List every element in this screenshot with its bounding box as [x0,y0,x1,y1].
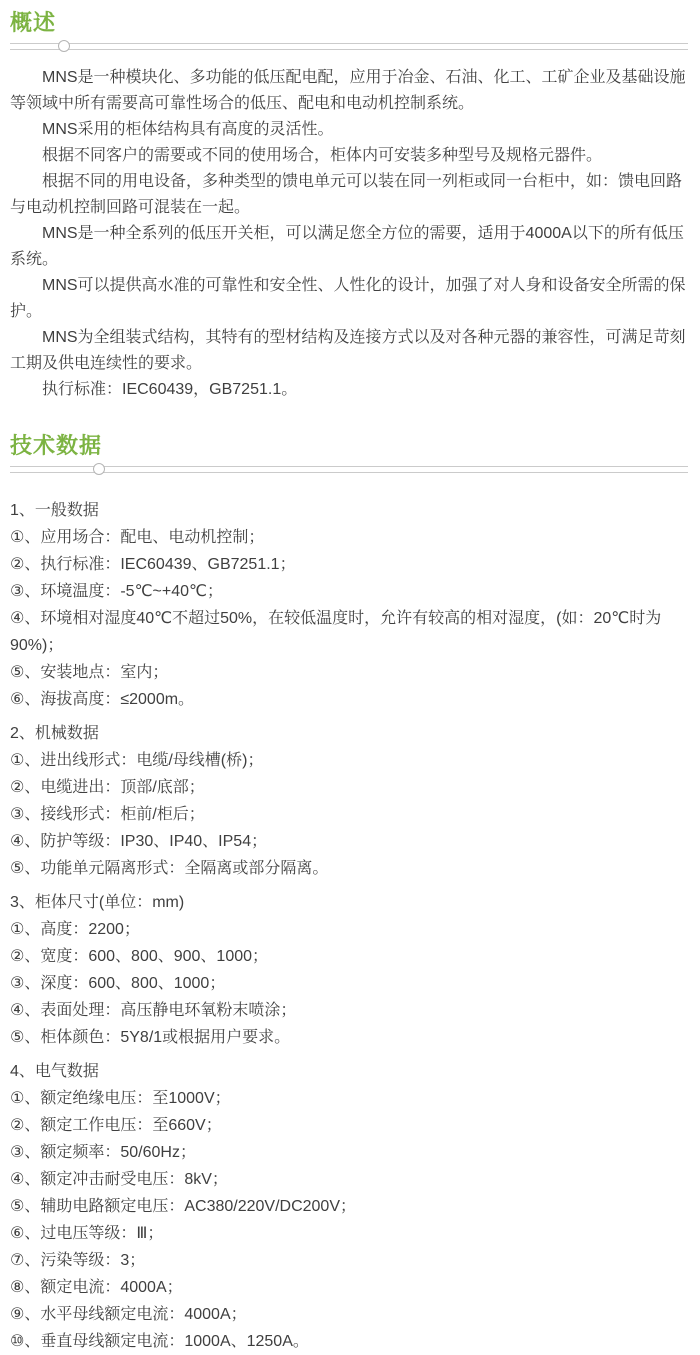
divider-circle-ornament [58,40,70,52]
overview-section-title: 概述 [10,10,57,35]
list-item: ④、防护等级：IP30、IP40、IP54； [10,833,268,850]
tech-group-cabinet-size [10,889,688,1051]
overview-paragraph: 执行标准：IEC60439，GB7251.1。 [42,381,298,398]
list-item: ④、表面处理：高压静电环氧粉末喷涂； [10,1002,297,1019]
tech-group-general [10,497,688,713]
section-technical-data [10,433,688,1355]
tech-group-mechanical [10,720,688,882]
overview-paragraphs [10,65,688,403]
list-item: ②、宽度：600、800、900、1000； [10,948,269,965]
list-item: ②、执行标准：IEC60439、GB7251.1； [10,556,296,573]
technical-groups [10,497,688,1355]
list-item: ⑤、辅助电路额定电压：AC380/220V/DC200V； [10,1198,357,1215]
list-item: ②、额定工作电压：至660V； [10,1117,222,1134]
list-item: ③、接线形式：柜前/柜后； [10,806,205,823]
list-item: ⑥、海拔高度：≤2000m。 [10,691,195,708]
technical-section-title: 技术数据 [10,433,103,458]
list-item: ⑤、柜体颜色：5Y8/1或根据用户要求。 [10,1029,291,1046]
overview-paragraph: MNS是一种模块化、多功能的低压配电配，应用于冶金、石油、化工、工矿企业及基础设施等领域中所有需要高可靠性场合的低压、配电和电动机控制系统。 [10,69,686,112]
list-item: ⑦、污染等级：3； [10,1252,146,1269]
group-heading: 3、柜体尺寸(单位：mm) [10,894,185,911]
overview-paragraph: MNS是一种全系列的低压开关柜，可以满足您全方位的需要，适用于4000A以下的所有低压系统。 [10,225,684,268]
overview-paragraph: MNS为全组装式结构，其特有的型材结构及连接方式以及对各种元器的兼容性，可满足苛刻工期及供电连续性的要求。 [10,329,686,372]
list-item: ①、高度：2200； [10,921,140,938]
group-heading: 1、一般数据 [10,502,99,519]
section-overview [10,10,688,403]
list-item: ①、应用场合：配电、电动机控制； [10,529,265,546]
list-item: ⑨、水平母线额定电流：4000A； [10,1306,247,1323]
list-item: ⑩、垂直母线额定电流：1000A、1250A。 [10,1333,309,1350]
overview-paragraph: MNS可以提供高水准的可靠性和安全性、人性化的设计，加强了对人身和设备安全所需的保护。 [10,277,686,320]
list-item: ⑥、过电压等级：Ⅲ； [10,1225,164,1242]
group-heading: 2、机械数据 [10,725,99,742]
list-item: ⑤、安装地点：室内； [10,664,169,681]
group-heading: 4、电气数据 [10,1063,99,1080]
list-item: ①、额定绝缘电压：至1000V； [10,1090,231,1107]
list-item: ②、电缆进出：顶部/底部； [10,779,205,796]
overview-title-divider [10,43,688,50]
list-item: ④、环境相对湿度40℃不超过50%，在较低温度时，允许有较高的相对湿度，(如：20℃时为90%)； [10,610,662,654]
list-item: ③、深度：600、800、1000； [10,975,226,992]
list-item: ⑧、额定电流：4000A； [10,1279,183,1296]
list-item: ①、进出线形式：电缆/母线槽(桥)； [10,752,264,769]
overview-paragraph: 根据不同的用电设备，多种类型的馈电单元可以装在同一列柜或同一台柜中，如：馈电回路与电动机控制回路可混装在一起。 [10,173,683,216]
tech-group-electrical [10,1058,688,1355]
list-item: ③、额定频率：50/60Hz； [10,1144,196,1161]
list-item: ④、额定冲击耐受电压：8kV； [10,1171,228,1188]
overview-paragraph: MNS采用的柜体结构具有高度的灵活性。 [42,121,334,138]
overview-paragraph: 根据不同客户的需要或不同的使用场合，柜体内可安装多种型号及规格元器件。 [42,147,603,164]
technical-title-divider [10,466,688,473]
list-item: ⑤、功能单元隔离形式：全隔离或部分隔离。 [10,860,329,877]
list-item: ③、环境温度：-5℃~+40℃； [10,583,223,600]
divider-circle-ornament [93,463,105,475]
